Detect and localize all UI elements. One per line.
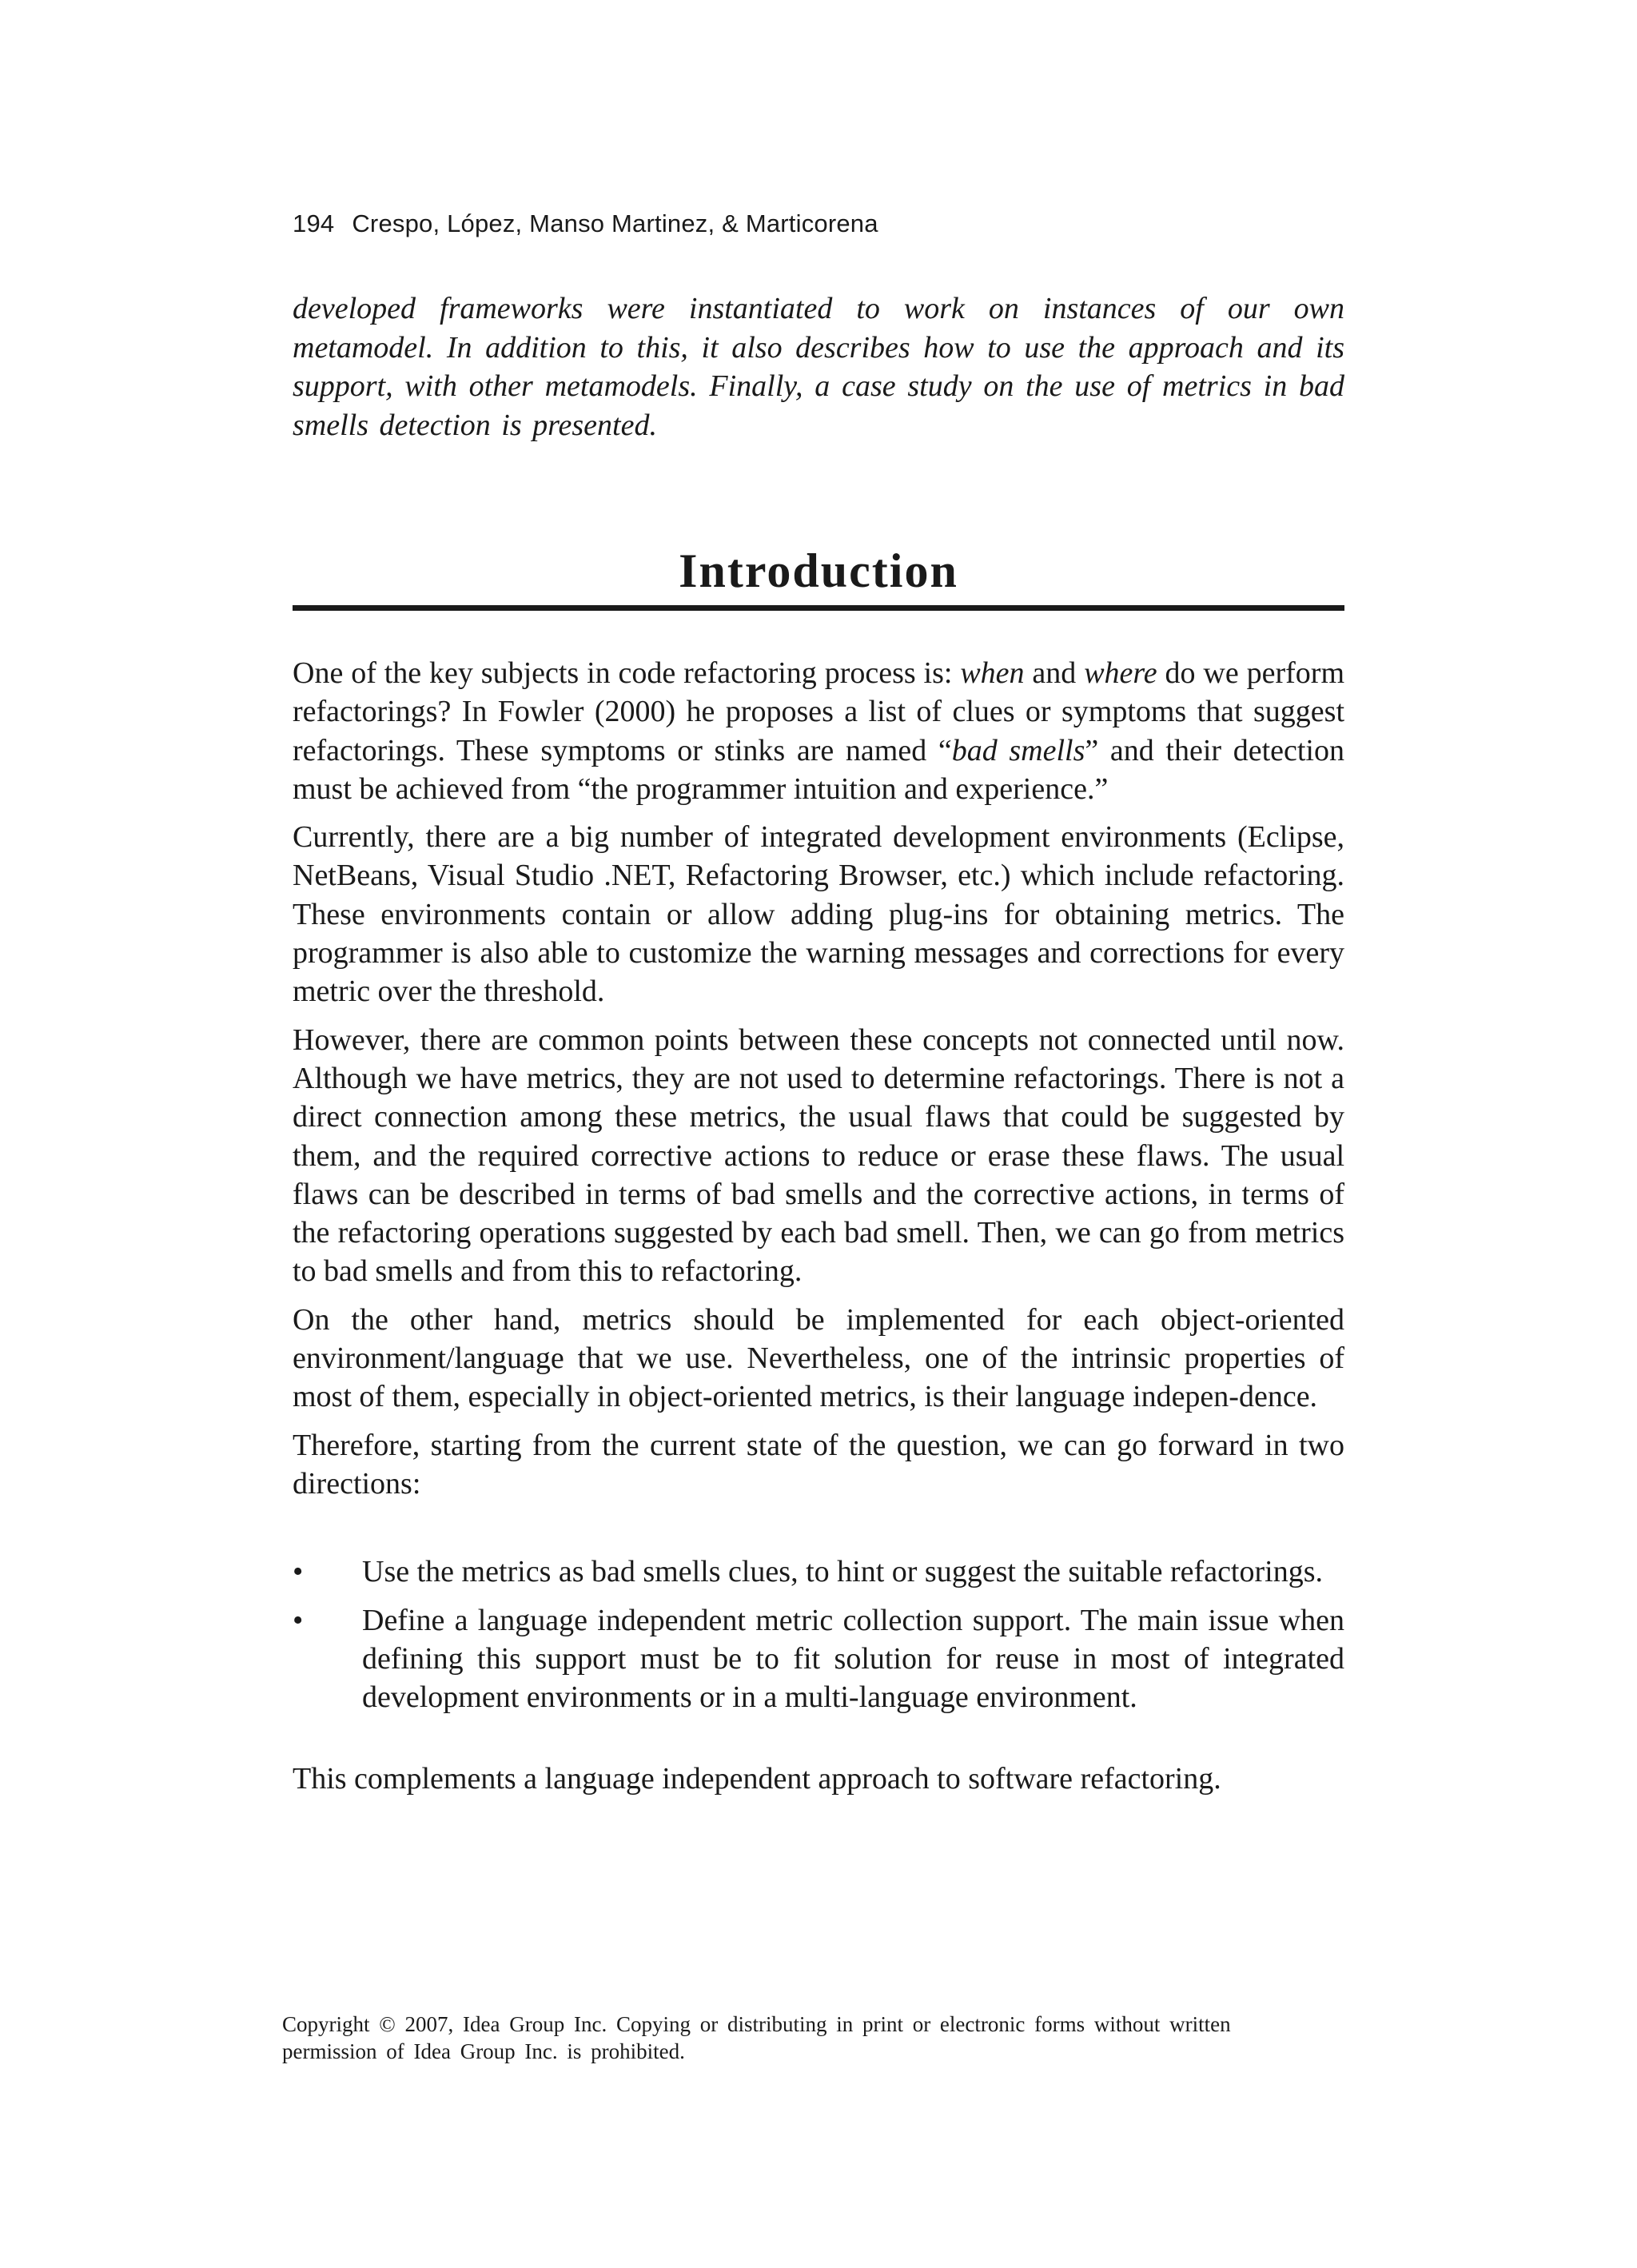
header-authors: Crespo, López, Manso Martinez, & Marticorena bbox=[352, 209, 878, 237]
bullet-icon: • bbox=[293, 1555, 304, 1589]
paragraph-5: Therefore, starting from the current state of the question, we can go forward in two directions: bbox=[293, 1428, 1344, 1501]
list-item: • Define a language independent metric collection support. The main issue when defining this support must be to fit solution for reuse in most of integrated development environments or in a multi-language environment. bbox=[293, 1601, 1344, 1717]
running-header bbox=[293, 209, 878, 238]
paragraph-6: This complements a language independent approach to software refactoring. bbox=[293, 1762, 1221, 1796]
bullet-icon: • bbox=[293, 1603, 304, 1637]
heading-rule bbox=[293, 605, 1344, 611]
body-text bbox=[293, 654, 1344, 1808]
list-item: • Use the metrics as bad smells clues, to hint or suggest the suitable refactorings. bbox=[293, 1553, 1344, 1591]
emphasis-where: where bbox=[1084, 656, 1157, 690]
emphasis-when: when bbox=[960, 656, 1025, 690]
paragraph-3: However, there are common points between these concepts not connected until now. Although we have metrics, they are not used to determine refactorings. There is not a direct connection among these metrics, the usual flaws that could be suggested by them, and the required corrective actions to reduce or erase these flaws. The usual flaws can be described in terms of bad smells and the corrective actions, in terms of the refactoring operations suggested by each bad smell. Then, we can go from metrics to bad smells and from this to refactoring. bbox=[293, 1022, 1344, 1289]
paragraph-1: One of the key subjects in code refactoring process is: when and where do we perform refactorings? In Fowler (2000) he proposes a list of clues or symptoms that suggest refactorings. These symptoms or stinks are named “bad smells” and their detection must be achieved from “the programmer intuition and experience.” bbox=[293, 656, 1344, 806]
bullet-list bbox=[293, 1553, 1344, 1716]
paragraph-4: On the other hand, metrics should be implemented for each object-oriented environment/language that we use. Nevertheless, one of the intrinsic properties of most of them, especially in object-oriented metrics, is their language indepen-dence. bbox=[293, 1302, 1344, 1414]
copyright-notice: Copyright © 2007, Idea Group Inc. Copying or distributing in print or electronic forms without written permission of Idea Group Inc. is prohibited. bbox=[282, 2012, 1231, 2063]
page-number: 194 bbox=[293, 209, 335, 237]
paragraph-2: Currently, there are a big number of integrated development environments (Eclipse, NetBeans, Visual Studio .NET, Refactoring Browser, etc.) which include refactoring. These environments contain or allow adding plug-ins for obtaining metrics. The programmer is also able to customize the warning messages and corrections for every metric over the threshold. bbox=[293, 820, 1344, 1009]
emphasis-bad-smells: bad smells bbox=[951, 733, 1085, 767]
section-title: Introduction bbox=[679, 544, 958, 597]
abstract-continuation: developed frameworks were instantiated to work on instances of our own metamodel. In addition to this, it also describes how to use the approach and its support, with other metamodels. Finally, a case study on the use of metrics in bad smells detection is presented. bbox=[293, 292, 1344, 442]
